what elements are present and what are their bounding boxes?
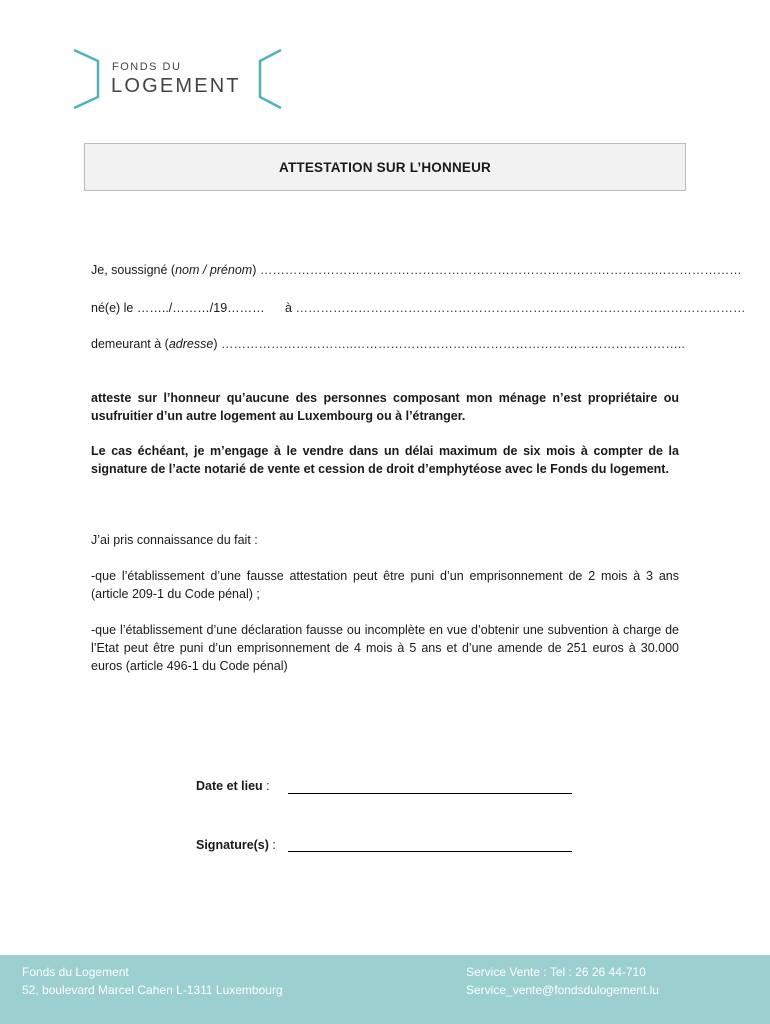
birth-place-label: à	[285, 301, 292, 315]
footer-right	[466, 963, 659, 999]
footer-service: Service Vente : Tel : 26 26 44-710	[466, 965, 646, 979]
name-dots: …………………………………………………………………………………..…………………	[259, 263, 742, 277]
birth-date-label: né(e) le ……../………/19………	[91, 301, 265, 315]
signature-input-line[interactable]	[288, 851, 572, 852]
engage-statement: Le cas échéant, je m’engage à le vendre dans un délai maximum de six mois à compter de la signature de l’acte notarié de vente et cession de droit d’emphytéose avec le Fonds du logement.	[91, 444, 679, 476]
birth-field[interactable]	[91, 301, 265, 315]
address-hint: adresse	[168, 337, 214, 351]
date-place-label-text: Date et lieu	[196, 779, 263, 793]
logo-line1: FONDS DU	[112, 61, 182, 73]
address-dots: …………………………..……………………………………………………………………..	[220, 337, 685, 351]
date-place-input-line[interactable]	[288, 793, 572, 794]
awareness-item-2: -que l’établissement d’une déclaration fausse ou incomplète en vue d’obtenir une subvention à charge de l’Etat peut être puni d’un emprisonnement de 4 mois à 5 ans et d’une amende de 251 euros à 30.000 euros (article 496-1 du Code pénal)	[91, 623, 679, 673]
footer-address: 52, boulevard Marcel Cahen L-1311 Luxembourg	[22, 983, 283, 997]
birth-place-dots: ………………………………………………………………………………………………	[295, 301, 746, 315]
attest-statement: atteste sur l’honneur qu’aucune des personnes composant mon ménage n’est propriétaire ou usufruitier d’un autre logement au Luxembourg ou à l’étranger.	[91, 391, 679, 423]
footer-org-name: Fonds du Logement	[22, 965, 129, 979]
date-place-colon: :	[262, 779, 270, 793]
fonds-du-logement-logo	[70, 46, 290, 112]
name-hint: nom / prénom	[175, 263, 253, 277]
page-title: ATTESTATION SUR L’HONNEUR	[279, 159, 491, 175]
title-box	[84, 143, 686, 191]
address-label-prefix: demeurant à (	[91, 337, 169, 351]
address-label-suffix: )	[213, 337, 218, 351]
footer	[0, 955, 770, 1024]
logo-line2: LOGEMENT	[111, 75, 241, 97]
date-place-label	[196, 779, 270, 793]
name-label-prefix: Je, soussigné (	[91, 263, 176, 277]
footer-left	[22, 963, 283, 999]
signature-label-text: Signature(s)	[196, 838, 269, 852]
address-field[interactable]	[91, 337, 685, 351]
name-label-suffix: )	[252, 263, 257, 277]
birth-place-field[interactable]	[285, 301, 745, 315]
signature-colon: :	[268, 838, 276, 852]
signature-label	[196, 838, 276, 852]
awareness-intro: J’ai pris connaissance du fait :	[91, 533, 258, 547]
awareness-item-1: -que l’établissement d’une fausse attestation peut être puni d’un emprisonnement de 2 mois à 3 ans (article 209-1 du Code pénal) ;	[91, 569, 679, 601]
name-field[interactable]	[91, 263, 742, 277]
footer-email[interactable]: Service_vente@fondsdulogement.lu	[466, 983, 659, 997]
